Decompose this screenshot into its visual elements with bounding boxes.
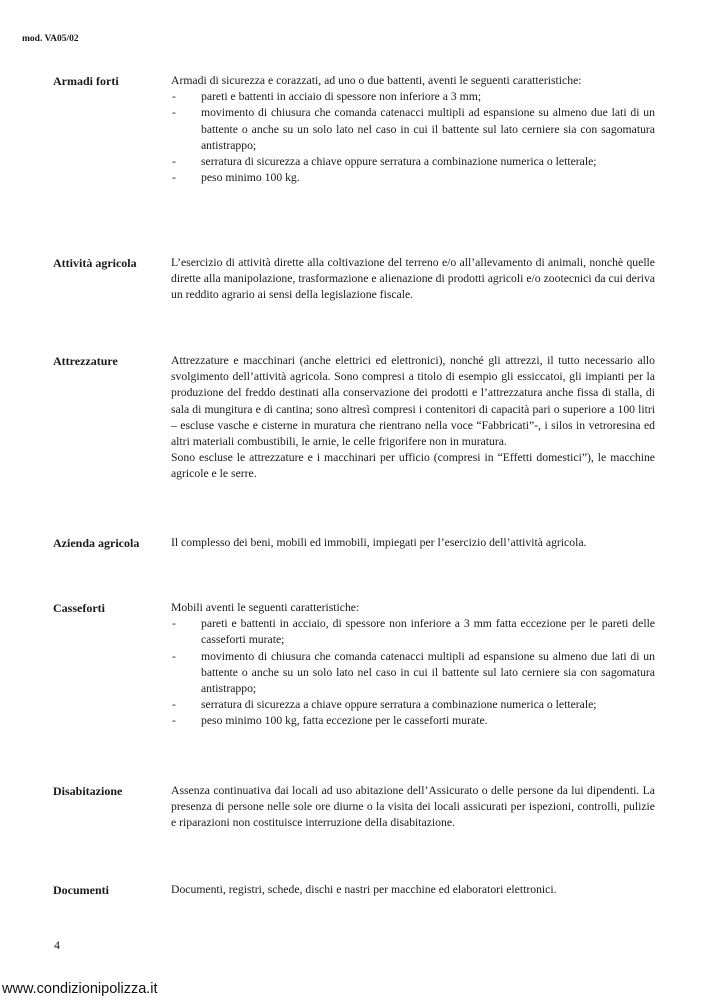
- list-item: - movimento di chiusura che comanda catenacci multipli ad espansione su almeno due lati di un battente o anche su un solo lato nel caso in cui il battente sul lato cerniere sia con sagomatura antistrappo;: [171, 105, 655, 154]
- bullet-list: [171, 616, 655, 729]
- form-code: mod. VA05/02: [22, 34, 79, 44]
- definition-paragraph: L’esercizio di attività dirette alla coltivazione del terreno e/o all’allevamento di animali, nonchè quelle dirette alla manipolazione, trasformazione e alienazione di prodotti agricoli e/o zootecnici da cui deriva un reddito agrario ai sensi della legislazione fiscale.: [171, 256, 655, 302]
- list-item: - pareti e battenti in acciaio, di spessore non inferiore a 3 mm fatta eccezione per le pareti delle casseforti murate;: [171, 616, 655, 648]
- definition: [171, 255, 655, 304]
- list-item: - pareti e battenti in acciaio di spessore non inferiore a 3 mm;: [171, 89, 655, 105]
- term: Attrezzature: [53, 354, 118, 368]
- term: Documenti: [53, 883, 109, 897]
- list-item: - peso minimo 100 kg.: [171, 170, 655, 186]
- footer-watermark: www.condizionipolizza.it: [2, 981, 158, 997]
- list-item: - serratura di sicurezza a chiave oppure serratura a combinazione numerica o letterale;: [171, 697, 655, 713]
- definition: [171, 73, 655, 186]
- term: Attività agricola: [53, 256, 137, 270]
- definition: [171, 535, 655, 551]
- list-item: - peso minimo 100 kg, fatta eccezione per le casseforti murate.: [171, 713, 655, 729]
- term: Azienda agricola: [53, 536, 140, 550]
- definition: [171, 600, 655, 730]
- term: Armadi forti: [53, 74, 119, 88]
- list-item: - movimento di chiusura che comanda catenacci multipli ad espansione su almeno due lati di un battente o anche su un solo lato nel caso in cui il battente sul lato cerniere sia con sagomatura antistrappo;: [171, 649, 655, 698]
- list-item: - serratura di sicurezza a chiave oppure serratura a combinazione numerica o letterale;: [171, 154, 655, 170]
- term: Disabitazione: [53, 784, 123, 798]
- definition-intro: Armadi di sicurezza e corazzati, ad uno o due battenti, aventi le seguenti caratteristiche:: [171, 74, 582, 87]
- term: Casseforti: [53, 601, 105, 615]
- definition-paragraph: Documenti, registri, schede, dischi e nastri per macchine ed elaboratori elettronici.: [171, 883, 557, 896]
- bullet-list: [171, 89, 655, 186]
- definition: [171, 882, 655, 898]
- definition-paragraph: Il complesso dei beni, mobili ed immobili, impiegati per l’esercizio dell’attività agricola.: [171, 536, 587, 549]
- definition-paragraph: Assenza continuativa dai locali ad uso abitazione dell’Assicurato o delle persone da lui dipendenti. La presenza di persone nelle sole ore diurne o la visita dei locali assicurati per ispezioni, controlli, pulizie e riparazioni non costituisce interruzione della disabitazione.: [171, 784, 655, 830]
- definition: [171, 353, 655, 483]
- definition-paragraph: Attrezzature e macchinari (anche elettrici ed elettronici), nonché gli attrezzi, il tutto necessario allo svolgimento dell’attività agricola. Sono compresi a titolo di esempio gli essiccatoi, gli impianti per la produzione del freddo destinati alla conservazione dei prodotti e l’attrezzatura anche fissa di stalla, di sala di mungitura e di cantina; sono altresì compresi i contenitori di capacità pari o superiore a 100 litri – escluse vasche e cisterne in muratura che rientrano nella voce “Fabbricati”-, i silos in vetroresina ed altri materiali combustibili, le arnie, le celle frigorifere non in muratura.: [171, 354, 655, 449]
- definition-intro: Mobili aventi le seguenti caratteristiche:: [171, 601, 360, 614]
- page-number: 4: [54, 938, 60, 952]
- definition: [171, 783, 655, 832]
- definition-paragraph: Sono escluse le attrezzature e i macchinari per ufficio (compresi in “Effetti domestici”), le macchine agricole e le serre.: [171, 451, 655, 481]
